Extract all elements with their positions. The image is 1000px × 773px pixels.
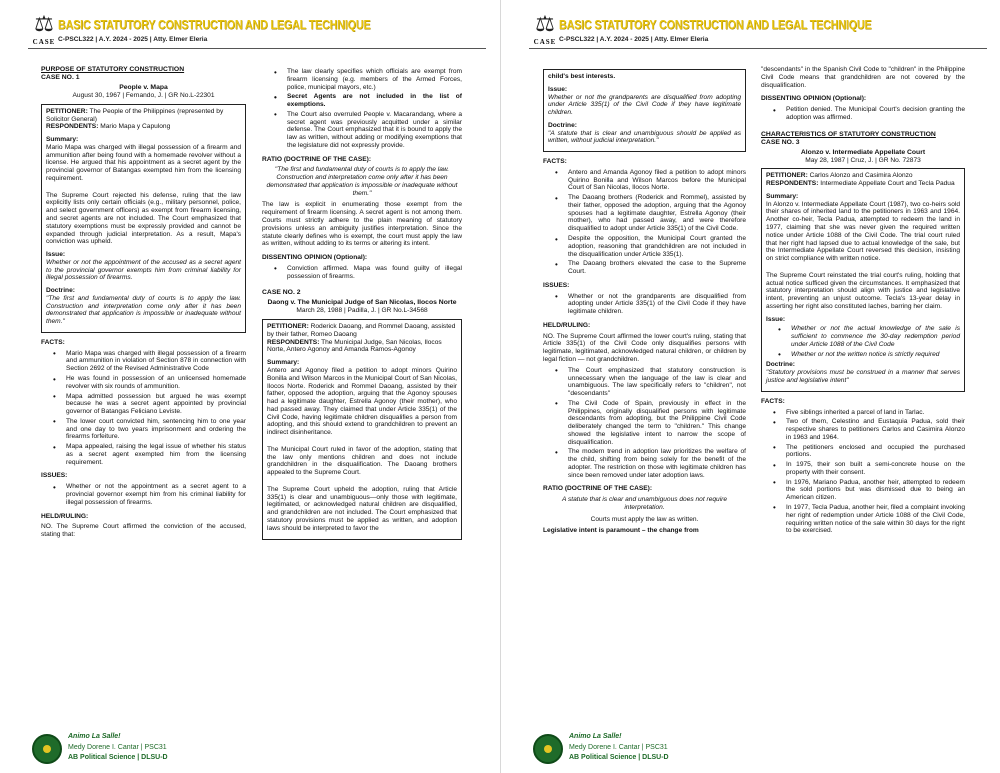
case-number: CASE NO. 2 <box>262 289 301 297</box>
summary-label: Summary: <box>267 359 300 367</box>
case-logo <box>32 12 56 56</box>
header-divider <box>28 48 486 49</box>
header-divider <box>529 48 987 49</box>
dissent-list <box>262 265 462 281</box>
summary-label: Summary: <box>46 136 79 144</box>
case-digest-box <box>543 69 746 152</box>
summary-paragraph: Antero and Agonoy filed a petition to adopt minors Quirino Bonilla and Wilson Marcos in the Municipal Court of San Nicolas, Ilocos Norte. Roderick and Rommel Daoang, assisted by their father, opposed the adoption, arguing that the Agonoy spouses had a legitimate daughter, Estrella Agonoy (their mother), who had passed away. They claimed that under Article 335(1) of the Civil Code, having legitimate children disqualifies a person from adopting, and this should extend to grandchildren to prevent an indirect disinheritance. <box>267 367 457 437</box>
held-text: NO. The Supreme Court affirmed the conviction of the accused, stating that: <box>41 523 246 539</box>
logo-text: CASE <box>32 38 56 46</box>
dissent-list <box>761 106 965 122</box>
left-column-2 <box>262 66 462 546</box>
course-info: C-PSCL322 | A.Y. 2024 - 2025 | Atty. Elmer Eleria <box>559 36 709 43</box>
page-footer <box>533 732 833 768</box>
summary-label: Summary: <box>766 192 799 200</box>
petitioner-text: Roderick Daoang, and Rommel Daoang, assisted by their father, Romeo Daoang <box>267 323 456 338</box>
list-item: • In 1977, Tecla Padua, another heir, filed a complaint invoking her right of redemption under Article 1088 of the Civil Code, requiring written notice of the sale within 30 days for the right to be exercised. <box>773 504 965 535</box>
page-footer <box>32 732 332 768</box>
case-citation: August 30, 1967 | Fernando, J. | GR No.L-22301 <box>72 92 215 100</box>
list-item: • The Civil Code of Spain, previously in effect in the Philippines, originally disqualified persons with legitimate descendants from adopting, but the Philippine Civil Code deliberately changed the term to "children." This change showed the legislative intent to narrow the scope of disqualification. <box>555 400 746 447</box>
case-citation: May 28, 1987 | Cruz, J. | GR No. 72873 <box>805 156 921 164</box>
ratio-paragraph: The law is explicit in enumerating those exempt from the requirement of firearm licensing. A secret agent is not among them. Courts must strictly adhere to the plain meaning of statutory provisions unless an ambiguity justifies interpretation. Since the statute clearly defines who is exempt, the court must apply the law as written, without adding to its terms or altering its intent. <box>262 201 462 248</box>
ratio-text: A statute that is clear and unambiguous does not require interpretation. <box>561 496 728 511</box>
respondents-label: RESPONDENTS: <box>766 180 819 188</box>
list-item: • Mapa appealed, raising the legal issue of whether his status as a secret agent exempted him from the licensing requirement. <box>53 443 246 466</box>
summary-paragraph: In Alonzo v. Intermediate Appellate Court (1987), two co-heirs sold their shares of inherited land to the petitioners in 1963 and 1964. Another co-heir, Tecla Padua, attempted to redeem the land in 1977, claiming that she was never given the required written notice under Article 1088 of the Civil Code. The trial court ruled that her right had lapsed due to actual knowledge of the sale, but the Intermediate Appellate Court reversed this decision, insisting on strict compliance with written notice. <box>766 200 960 263</box>
logo-text: CASE <box>533 38 557 46</box>
document-title: BASIC STATUTORY CONSTRUCTION AND LEGAL TECHNIQUE <box>559 18 872 32</box>
held-text: NO. The Supreme Court affirmed the lower court's ruling, stating that Article 335(1) of the Civil Code only disqualifies persons with legitimate, legitimated, acknowledged natural children, or children by legal fiction — not grandchildren. <box>543 332 746 363</box>
held-bullets <box>543 367 746 480</box>
footer-author: Medy Dorene I. Cantar | PSC31 <box>569 744 668 751</box>
case-digest-box <box>761 168 965 391</box>
facts-list <box>41 350 246 467</box>
footer-program: AB Political Science | DLSU-D <box>569 754 669 761</box>
issue-list <box>766 325 960 358</box>
issues-list <box>41 483 246 506</box>
list-item: • Whether or not the actual knowledge of the sale is sufficient to commence the 30-day redemption period under Article 1088 of the Civil Code <box>778 325 960 348</box>
summary-paragraph: The Supreme Court rejected his defense, ruling that the law explicitly lists only certain officials (e.g., military personnel, police, and select government officers) as exempt from firearm licensing, and secret agents are not included. The Court emphasized that statutory exemptions must be expressly provided and cannot be expanded through judicial interpretation. As a result, Mapa's conviction was upheld. <box>46 191 241 246</box>
footer-motto: Animo La Salle! <box>569 733 622 740</box>
ratio-text: "The first and fundamental duty of courts is to apply the law. Construction and interpretation come only after it has been demonstrated that application is impossible or inadequate without them." <box>266 166 458 197</box>
facts-label: FACTS: <box>543 158 567 166</box>
section-title: CHARACTERISTICS OF STATUTORY CONSTRUCTION <box>761 130 936 138</box>
facts-list <box>761 409 965 535</box>
list-item: • In 1975, their son built a semi-concrete house on the property with their consent. <box>773 461 965 477</box>
list-item: • The Daoang brothers elevated the case to the Supreme Court. <box>555 260 746 276</box>
document-title: BASIC STATUTORY CONSTRUCTION AND LEGAL TECHNIQUE <box>58 18 371 32</box>
facts-list <box>543 169 746 276</box>
ratio-paragraph: Courts must apply the law as written. <box>590 515 699 523</box>
page-header <box>529 10 989 58</box>
summary-paragraph: The Supreme Court upheld the adoption, ruling that Article 335(1) is clear and unambiguous—only those with legitimate, legitimated, or acknowledged natural children are disqualified, and grandchildren are not included. The Court emphasized that statutory provisions must be applied as written, and adoption laws should be interpreted to favor the <box>267 485 457 532</box>
right-column-1 <box>543 66 746 537</box>
page-right <box>500 0 1000 773</box>
footer-program: AB Political Science | DLSU-D <box>68 754 168 761</box>
list-item: • Antero and Amanda Agonoy filed a petition to adopt minors Quirino Bonilla and Wilson Marcos before the Municipal Court of San Nicolas, Ilocos Norte. <box>555 169 746 192</box>
list-item: • Secret Agents are not included in the list of exemptions. <box>274 93 462 109</box>
list-item: • In 1976, Mariano Padua, another heir, attempted to redeem the sold portions but was dismissed due to being an American citizen. <box>773 479 965 502</box>
case-number: CASE NO. 3 <box>761 138 800 146</box>
left-column-1 <box>41 66 246 542</box>
list-item: • The Daoang brothers (Roderick and Rommel), assisted by their father, opposed the adoption, arguing that the Agonoy spouses had a legitimate daughter, Estrella Agonoy (their mother), who had passed away, and were therefore disqualified to adopt under Article 335(1) of the Civil Code. <box>555 194 746 233</box>
respondents-label: RESPONDENTS: <box>267 338 320 346</box>
ratio-continuation: "descendants" in the Spanish Civil Code to "children" in the Philippine Civil Code means that grandchildren are not covered by the disqualification. <box>761 66 965 89</box>
list-item: • The Court also overruled People v. Macarandang, where a secret agent was previously acquitted under a similar defense. The Court emphasized that it is bound to apply the law as written, without adding or modifying exemptions that the legislature did not expressly provide. <box>274 111 462 150</box>
petitioner-text: The People of the Philippines (represented by Solicitor General) <box>46 107 224 123</box>
case-name: Alonzo v. Intermediate Appellate Court <box>800 148 926 156</box>
ratio-label: RATIO (DOCTRINE OF THE CASE): <box>543 485 653 493</box>
right-column-2 <box>761 66 965 538</box>
facts-label: FACTS: <box>41 338 65 346</box>
doctrine-label: Doctrine: <box>766 361 795 369</box>
dlsu-seal-icon <box>533 734 563 764</box>
held-label: HELD/RULING: <box>543 321 591 329</box>
list-item: • He was found in possession of an unlicensed homemade revolver with six rounds of ammunition. <box>53 375 246 391</box>
doctrine-text: "A statute that is clear and unambiguous should be applied as written, without judicial interpretation." <box>548 129 741 145</box>
petitioner-label: PETITIONER: <box>267 323 309 331</box>
list-item: • Despite the opposition, the Municipal Court granted the adoption, reasoning that grandchildren are not included in the disqualification under Article 335(1). <box>555 235 746 258</box>
case-digest-box <box>262 319 462 539</box>
list-item: • The modern trend in adoption law prioritizes the welfare of the child, shifting from being solely for the benefit of the adopter. The restriction on those with legitimate children has since been removed under later adoption laws. <box>555 448 746 479</box>
respondents-label: RESPONDENTS: <box>46 123 99 131</box>
doctrine-text: "Statutory provisions must be construed in a manner that serves justice and legislative intent" <box>766 369 960 385</box>
dissent-label: DISSENTING OPINION (Optional): <box>262 254 368 262</box>
dlsu-seal-icon <box>32 734 62 764</box>
petitioner-label: PETITIONER: <box>766 172 808 180</box>
list-item: • Whether or not the written notice is strictly required <box>778 351 960 359</box>
issues-label: ISSUES: <box>543 281 570 289</box>
list-item: • Whether or not the appointment as a secret agent to a provincial governor exempt him from his criminal liability for illegal possession of firearms. <box>53 483 246 506</box>
issues-label: ISSUES: <box>41 472 68 480</box>
issue-label: Issue: <box>766 315 786 323</box>
summary-paragraph: Mario Mapa was charged with illegal possession of a firearm and ammunition after being found with a homemade revolver without a license. He argued that his appointment as a secret agent by the provincial governor of Batangas exempted him from the licensing requirement. <box>46 143 241 182</box>
list-item: • The Court emphasized that statutory construction is unnecessary when the language of the law is clear and unambiguous. The law specifically refers to "children", not "descendants" <box>555 367 746 398</box>
list-item: • Mario Mapa was charged with illegal possession of a firearm and ammunition in violation of Section 878 in connection with Section 2692 of the Revised Administrative Code <box>53 350 246 373</box>
list-item: • Mapa admitted possession but argued he was exempt because he was a secret agent appointed by provincial governor of Batangas Feliciano Leviste. <box>53 393 246 416</box>
list-item: • Conviction affirmed. Mapa was found guilty of illegal possession of firearms. <box>274 265 462 281</box>
respondents-text: Intermediate Appellate Court and Tecla Padua <box>820 180 955 188</box>
list-item: • The lower court convicted him, sentencing him to one year and one day to two years imprisonment and ordering the firearms forfeiture. <box>53 418 246 441</box>
issue-text: Whether or not the grandparents are disqualified from adopting under Article 335(1) of the Civil Code if they have legitimate children. <box>548 93 741 117</box>
held-label: HELD/RULING: <box>41 512 89 520</box>
doctrine-label: Doctrine: <box>46 287 75 295</box>
doctrine-text: "The first and fundamental duty of courts is to apply the law. Construction and interpretation come only after it has been demonstrated that application is impossible or inadequate without them." <box>46 294 241 326</box>
footer-motto: Animo La Salle! <box>68 733 121 740</box>
list-item: • Two of them, Celestino and Eustaquia Padua, sold their respective shares to petitioners Carlos and Casimira Alonzo in 1963 and 1964. <box>773 418 965 441</box>
facts-label: FACTS: <box>761 397 785 405</box>
list-item: • Five siblings inherited a parcel of land in Tarlac. <box>773 409 965 417</box>
lady-justice-icon: ⚖ <box>34 12 54 37</box>
issue-label: Issue: <box>46 251 66 259</box>
issue-text: Whether or not the appointment of the accused as a secret agent to the provincial governor exempts him from criminal liability for illegal possession of firearms. <box>46 258 241 282</box>
list-item: • Petition denied. The Municipal Court's decision granting the adoption was affirmed. <box>773 106 965 122</box>
respondents-text: Mario Mapa y Capulong <box>100 123 171 131</box>
doctrine-label: Doctrine: <box>548 121 577 129</box>
ratio-paragraph: Legislative intent is paramount – the change from <box>543 526 699 534</box>
case-citation: March 28, 1988 | Padilla, J. | GR No.L-34568 <box>296 307 428 315</box>
ratio-label: RATIO (DOCTRINE OF THE CASE): <box>262 155 372 163</box>
case-logo <box>533 12 557 56</box>
case-name: People v. Mapa <box>119 84 168 92</box>
page-header <box>28 10 488 58</box>
footer-author: Medy Dorene I. Cantar | PSC31 <box>68 744 167 751</box>
list-item: • The petitioners enclosed and occupied the purchased portions. <box>773 444 965 460</box>
case-name: Daong v. The Municipal Judge of San Nicolas, Ilocos Norte <box>267 299 457 307</box>
list-item: • Whether or not the grandparents are disqualified from adopting under Article 335(1) of the Civil Code if they have legitimate children. <box>555 293 746 316</box>
course-info: C-PSCL322 | A.Y. 2024 - 2025 | Atty. Elmer Eleria <box>58 36 208 43</box>
summary-paragraph: The Municipal Court ruled in favor of the adoption, stating that the law only mentions children and does not include grandchildren in the disqualification. The Daoang brothers appealed to the Supreme Court. <box>267 445 457 477</box>
respondents-text: The Municipal Judge, San Nicolas, Ilocos Norte, Antero Agonoy and Amanda Ramos-Agonoy <box>267 338 442 354</box>
petitioner-text: Carlos Alonzo and Casimira Alonzo <box>809 172 913 180</box>
dissent-label: DISSENTING OPINION (Optional): <box>761 95 867 103</box>
petitioner-label: PETITIONER: <box>46 107 88 115</box>
issue-label: Issue: <box>548 85 568 93</box>
case-digest-box <box>41 104 246 333</box>
summary-paragraph: The Supreme Court reinstated the trial court's ruling, holding that actual notice sufficed given the circumstances. It emphasized that statutory interpretation should align with justice and legislative intent, preventing an unjust outcome. Tecla's 13-year delay in asserting her right also constituted laches, barring her claim. <box>766 271 960 310</box>
list-item: • The law clearly specifies which officials are exempt from firearm licensing (e.g. members of the Armed Forces, police, municipal mayors, etc.) <box>274 68 462 91</box>
case-number: CASE NO. 1 <box>41 74 80 82</box>
section-title: PURPOSE OF STATUTORY CONSTRUCTION <box>41 66 185 73</box>
issues-list <box>543 293 746 316</box>
lady-justice-icon: ⚖ <box>535 12 555 37</box>
held-bullets <box>262 68 462 150</box>
summary-continuation: child's best interests. <box>548 73 616 80</box>
